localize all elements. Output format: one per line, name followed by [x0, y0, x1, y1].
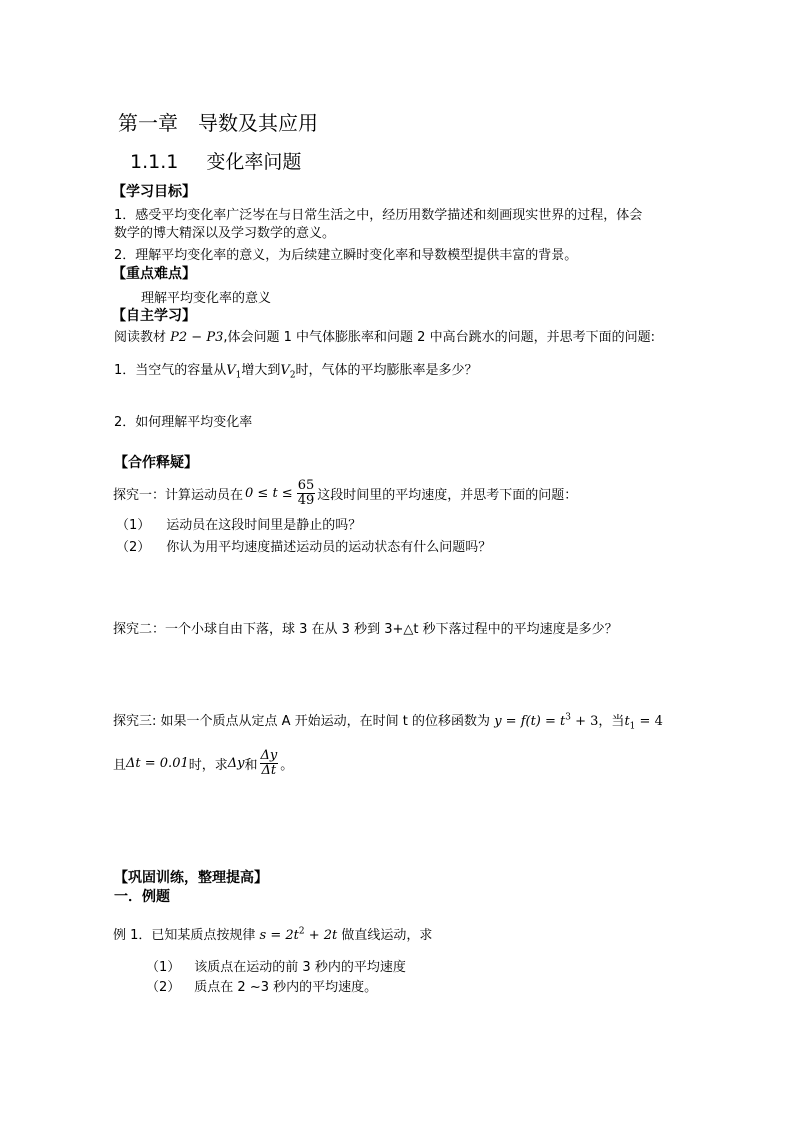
- example-1-item-1: [146, 956, 406, 975]
- fraction-denominator: 49: [297, 492, 315, 508]
- item-2-number: （2）: [146, 980, 181, 995]
- example-1-formula-tail: + 2t: [304, 928, 338, 943]
- explore-3-exponent: 3: [565, 712, 571, 723]
- goal-item-1-line-2: 数学的博大精深以及学习数学的意义。: [114, 226, 336, 241]
- q1-text-before: 1．当空气的容量从: [114, 363, 227, 378]
- item-1-text: 该质点在运动的前 3 秒内的平均速度: [194, 960, 406, 975]
- explore-3-line-2-mid: 时，求: [188, 757, 228, 773]
- explore-1-sub-2: [116, 536, 491, 555]
- explore-3-t-value: = 4: [635, 714, 663, 729]
- explore-3-t: t: [624, 714, 630, 729]
- item-1-number: （1）: [146, 960, 181, 975]
- q1-text-mid: 增大到: [241, 363, 281, 378]
- sub-2-number: （2）: [116, 540, 151, 555]
- fraction-numerator: Δy: [260, 747, 278, 763]
- section-name: 变化率问题: [206, 151, 302, 173]
- goals-heading: 【学习目标】: [112, 184, 196, 200]
- chapter-title: 第一章 导数及其应用: [118, 111, 318, 135]
- goal-item-1-line-1: 1．感受平均变化率广泛岑在与日常生活之中，经历用数学描述和刻画现实世界的过程，体会: [114, 208, 643, 223]
- intro-text-after: ,体会问题 1 中气体膨胀率和问题 2 中高台跳水的问题，并思考下面的问题:: [223, 330, 655, 345]
- explore-3-delta-y: Δy: [227, 755, 245, 771]
- explore-3-fraction: [260, 749, 279, 777]
- explore-3-formula: y = f(t) = t: [494, 714, 566, 729]
- explore-1-text-after: 这段时间里的平均速度，并思考下面的问题：: [317, 487, 578, 503]
- section-title: [130, 147, 301, 174]
- explore-1-sub-1: [116, 514, 361, 533]
- fraction-denominator: Δt: [261, 762, 277, 778]
- explore-1-fraction: [297, 479, 316, 507]
- example-1-exponent: 2: [298, 926, 305, 937]
- item-2-text: 质点在 2 ~3 秒内的平均速度。: [194, 980, 378, 995]
- practice-sub-heading: 一．例题: [114, 889, 170, 905]
- explore-3-t-sub: 1: [629, 721, 636, 732]
- explore-3-end: 。: [280, 757, 294, 773]
- sub-2-text: 你认为用平均速度描述运动员的运动状态有什么问题吗？: [166, 540, 492, 555]
- example-1: [113, 924, 432, 943]
- explore-1-text-before: 探究一：计算运动员在: [113, 487, 244, 503]
- explore-1-inequality: 0 ≤ t ≤: [245, 485, 293, 501]
- section-number: 1.1.1: [130, 151, 179, 173]
- explore-3-line-2: [113, 742, 293, 784]
- explore-3-delta-t: Δt = 0.01: [126, 755, 189, 771]
- cooperate-heading: 【合作释疑】: [114, 455, 198, 471]
- self-study-heading: 【自主学习】: [112, 308, 196, 324]
- explore-3-line-1: [113, 710, 663, 732]
- intro-text-before: 阅读教材: [114, 330, 167, 345]
- self-study-question-2: 2．如何理解平均变化率: [114, 415, 253, 430]
- self-study-intro: [114, 326, 655, 345]
- explore-1: [113, 472, 577, 514]
- sub-1-text: 运动员在这段时间里是静止的吗？: [166, 518, 362, 533]
- example-1-item-2: [146, 976, 377, 995]
- sub-1-number: （1）: [116, 518, 151, 533]
- q1-v1: V: [226, 363, 236, 378]
- q1-v2: V: [280, 363, 290, 378]
- explore-3-and: 和: [244, 757, 258, 773]
- example-1-text-after: 做直线运动，求: [341, 928, 433, 943]
- explore-3-formula-tail: + 3: [570, 714, 599, 729]
- goal-item-2: 2．理解平均变化率的意义，为后续建立瞬时变化率和导数模型提供丰富的背景。: [114, 248, 578, 263]
- q1-text-after: 时，气体的平均膨胀率是多少？: [295, 363, 478, 378]
- fraction-numerator: 65: [297, 477, 315, 493]
- example-1-text-before: 例 1．已知某质点按规律: [113, 928, 256, 943]
- example-1-formula: s = 2t: [259, 928, 299, 943]
- intro-math-pages: P2 − P3: [170, 330, 224, 345]
- self-study-question-1: [114, 359, 478, 381]
- explore-3-text-mid: ，当: [598, 714, 625, 729]
- difficulty-heading: 【重点难点】: [112, 266, 196, 282]
- practice-heading: 【巩固训练，整理提高】: [114, 870, 268, 886]
- explore-2: 探究二：一个小球自由下落，球 3 在从 3 秒到 3+△t 秒下落过程中的平均速度是多少？: [113, 622, 618, 637]
- explore-3-line-2-before: 且: [113, 757, 127, 773]
- q1-v2-sub: 2: [289, 370, 296, 381]
- q1-v1-sub: 1: [235, 370, 242, 381]
- explore-3-text-before: 探究三: 如果一个质点从定点 A 开始运动，在时间 t 的位移函数为: [113, 714, 491, 729]
- difficulty-text: 理解平均变化率的意义: [141, 291, 272, 306]
